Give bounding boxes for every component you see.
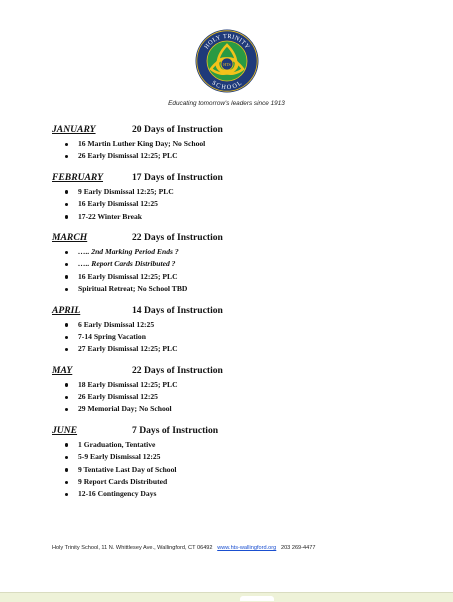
bullet-icon <box>65 288 68 291</box>
event-text: Spiritual Retreat; No School TBD <box>78 284 188 294</box>
event-item <box>52 488 412 500</box>
month-header <box>52 305 412 318</box>
event-item <box>52 186 412 198</box>
event-text: 7-14 Spring Vacation <box>78 331 146 341</box>
bullet-icon <box>65 396 68 399</box>
event-text: 9 Tentative Last Day of School <box>78 464 177 474</box>
event-text: 26 Early Dismissal 12:25; PLC <box>78 151 178 161</box>
event-list <box>52 379 412 416</box>
event-item <box>52 331 412 343</box>
event-text: 27 Early Dismissal 12:25; PLC <box>78 344 178 354</box>
instruction-days: 7 Days of Instruction <box>132 424 219 436</box>
bullet-icon <box>65 143 68 146</box>
event-item <box>52 476 412 488</box>
month-section-february <box>52 172 412 223</box>
event-item <box>52 271 412 283</box>
event-text: 16 Early Dismissal 12:25; PLC <box>78 271 178 281</box>
bullet-icon <box>65 215 68 218</box>
month-name: JANUARY <box>52 124 96 135</box>
event-text: ….. 2nd Marking Period Ends ? <box>78 246 179 256</box>
event-item <box>52 464 412 476</box>
event-item <box>52 246 412 258</box>
calendar-months <box>52 124 412 510</box>
logo-top-text: HOLY TRINITY <box>203 32 251 51</box>
instruction-days: 17 Days of Instruction <box>132 171 223 183</box>
event-text: 16 Early Dismissal 12:25 <box>78 199 158 209</box>
event-text: 17-22 Winter Break <box>78 211 142 221</box>
event-item <box>52 211 412 223</box>
bullet-icon <box>65 481 68 484</box>
event-item <box>52 283 412 295</box>
event-text: 29 Memorial Day; No School <box>78 404 172 414</box>
footer-phone: 203 269-4477 <box>280 545 316 551</box>
bullet-icon <box>65 456 68 459</box>
bullet-icon <box>65 443 68 446</box>
month-name: FEBRUARY <box>52 171 104 183</box>
school-footer <box>52 545 315 551</box>
logo-center-text: HTS <box>223 62 231 67</box>
month-name: JUNE <box>52 424 78 436</box>
bullet-icon <box>65 348 68 351</box>
viewer-page-tab[interactable] <box>240 596 274 601</box>
event-text: 9 Report Cards Distributed <box>78 477 168 487</box>
month-name: MAY <box>52 364 73 376</box>
event-text: 12-16 Contingency Days <box>78 489 157 499</box>
bullet-icon <box>65 493 68 496</box>
instruction-days: 20 Days of Instruction <box>132 124 223 135</box>
event-item <box>52 439 412 451</box>
month-header <box>52 172 412 185</box>
school-seal-logo <box>195 29 259 93</box>
bullet-icon <box>65 190 68 193</box>
instruction-days: 22 Days of Instruction <box>132 231 223 243</box>
bullet-icon <box>65 275 68 278</box>
instruction-days: 22 Days of Instruction <box>132 364 223 376</box>
month-name: MARCH <box>52 231 88 243</box>
event-item <box>52 379 412 391</box>
event-item <box>52 198 412 210</box>
event-text: 5-9 Early Dismissal 12:25 <box>78 452 161 462</box>
bullet-icon <box>65 336 68 339</box>
month-header <box>52 124 412 137</box>
event-item <box>52 391 412 403</box>
logo-bottom-text: SCHOOL <box>210 79 244 92</box>
bullet-icon <box>65 323 68 326</box>
month-header <box>52 425 412 438</box>
footer-website-link[interactable]: www.hts-wallingford.org <box>217 545 277 551</box>
event-list <box>52 138 412 163</box>
month-section-april <box>52 305 412 356</box>
footer-address: Holy Trinity School, 11 N. Whittlesey Ave., Wallingford, CT 06492 <box>52 545 213 551</box>
bullet-icon <box>65 155 68 158</box>
bullet-icon <box>65 468 68 471</box>
month-header <box>52 232 412 245</box>
bullet-icon <box>65 203 68 206</box>
event-text: ….. Report Cards Distributed ? <box>78 259 176 269</box>
month-name: APRIL <box>52 304 81 316</box>
event-list <box>52 319 412 356</box>
event-text: 1 Graduation, Tentative <box>78 439 156 449</box>
event-item <box>52 319 412 331</box>
event-list <box>52 246 412 296</box>
event-text: 16 Martin Luther King Day; No School <box>78 139 206 148</box>
event-item <box>52 343 412 355</box>
event-list <box>52 186 412 223</box>
event-item <box>52 403 412 415</box>
event-item <box>52 451 412 463</box>
event-text: 6 Early Dismissal 12:25 <box>78 319 155 329</box>
event-item <box>52 138 412 150</box>
event-item <box>52 258 412 270</box>
bullet-icon <box>65 408 68 411</box>
bullet-icon <box>65 251 68 254</box>
event-item <box>52 150 412 162</box>
event-text: 26 Early Dismissal 12:25 <box>78 392 158 402</box>
bullet-icon <box>65 263 68 266</box>
month-header <box>52 365 412 378</box>
month-section-june <box>52 425 412 501</box>
instruction-days: 14 Days of Instruction <box>132 304 223 316</box>
month-section-january <box>52 124 412 163</box>
month-section-may <box>52 365 412 416</box>
bullet-icon <box>65 383 68 386</box>
event-text: 9 Early Dismissal 12:25; PLC <box>78 186 174 196</box>
event-text: 18 Early Dismissal 12:25; PLC <box>78 379 178 389</box>
school-tagline: Educating tomorrow's leaders since 1913 <box>168 100 285 107</box>
event-list <box>52 439 412 501</box>
month-section-march <box>52 232 412 296</box>
